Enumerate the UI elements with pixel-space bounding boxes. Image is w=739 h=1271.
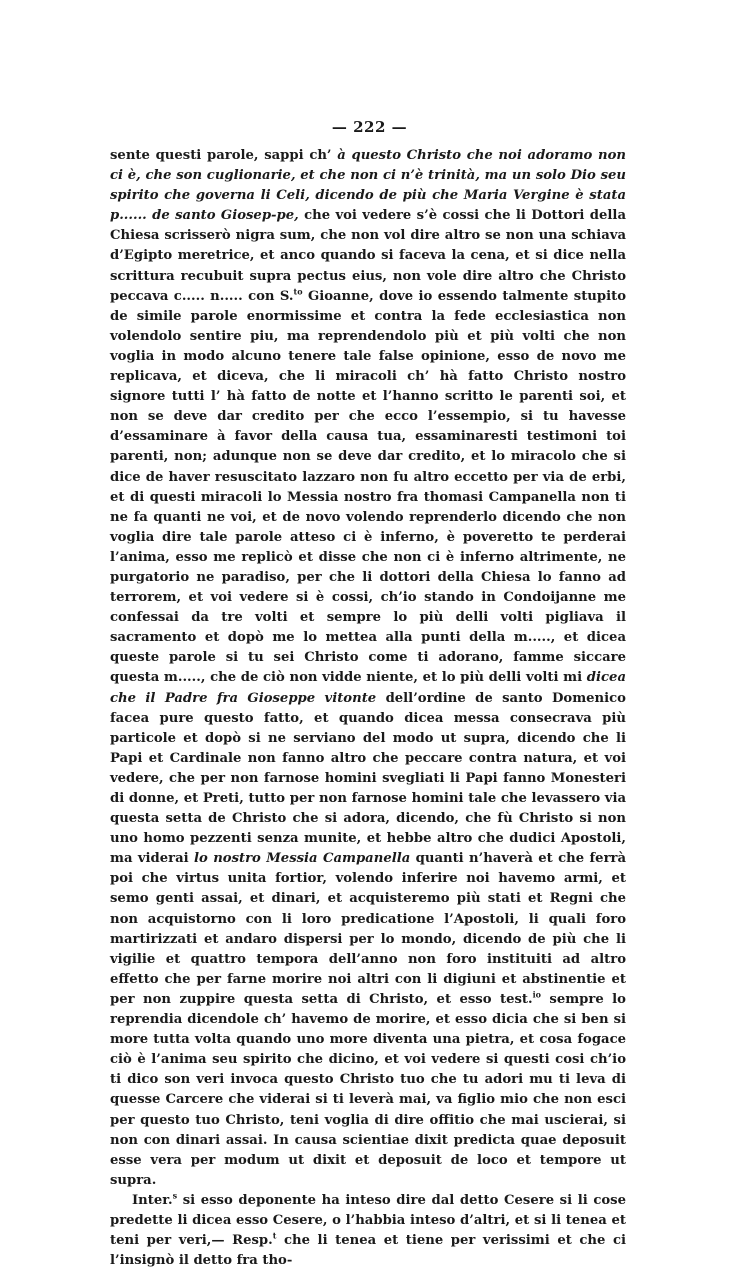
text-run: che voi vedere s’è cossi che li Dottori della Chiesa scrisserò nigra sum, che non vol dire altro se non una schiava d’Egipto meretrice, et anco quando si faceva la cena, et si dice nella scrittura recubuit supra pectus eius, non vole dire altro che Christo peccava c..... n..... con S.: [110, 208, 626, 304]
superscript-abbrev: io: [532, 989, 541, 1000]
superscript-abbrev: s: [172, 1190, 178, 1201]
text-run: quanti n’haverà et che ferrà poi che virtus unita fortior, volendo inferire noi havemo armi, et semo genti assai, et dinari, et acquisteremo più stati et Regni che non acquistorno con li loro predicatione l’Apostoli, li quali foro martirizzati et andaro dispersi per lo mondo, dicendo de più che li vigilie et quattro tempora dell’anno non foro instituiti ad altro effetto che per farne morire noi altri con li digiuni et abstinentie et per non zuppire questa setta di Christo, et esso test.: [110, 851, 627, 1007]
paragraph: [110, 1191, 626, 1271]
text-run: sempre lo reprendia dicendole ch’ havemo de morire, et esso dicia che si ben si more tutta volta quando uno more diventa una pietra, et cosa fogace ciò è l’anima seu spirito che dicino, et voi vedere si questi cosi ch’io ti dico son veri invoca questo Christo tuo che tu adori mu ti leva di quesse Carcere che viderai si ti leverà mai, va figlio mio che non esci per questo tuo Christo, teni voglia di dire offitio che mai uscierai, si non con dinari assai. In causa scientiae dixit predicta quae deposuit esse vera per modum ut dixit et deposuit de loco et tempore ut supra.: [110, 991, 626, 1188]
text-run: Gioanne, dove io essendo talmente stupito de simile parole enormissime et contra la fede ecclesiastica non volendolo sentire piu, ma reprendendolo più et più volti che non voglia in modo alcuno tenere tale false opinione, esso de novo me replicava, et diceva, che li miracoli ch’ hà fatto Christo nostro signore tutti l’ hà fatto de notte et l’hanno scritto le parenti soi, et non se deve dar credito per che ecco l’essempio, si tu havesse d’essaminare à favor della causa tua, essaminaresti testimoni toi parenti, non; adunque non se deve dar credito, et lo miracolo che si dice de haver resuscitato lazzaro non fu altro eccetto per via de erbi, et di questi miracoli lo Messia nostro fra thomasi Campanella non ti ne fa quanti ne voi, et de novo volendo reprenderlo dicendo che non voglia dire tale parole atteso ci è inferno, è poveretto te perderai l’anima, esso me replicò et disse che non ci è inferno altrimente, ne purgatorio ne paradiso, per che li dottori della Chiesa lo fanno ad terrorem, et voi vedere si è cossi, ch’io stando in Condoijanne me confessai da tre volti et sempre lo più delli volti pigliava il sacramento et dopò me lo mettea alla punti della m....., et dicea queste parole si tu sei Christo come ti adorano, famme siccare questa m....., che de ciò non vidde niente, et lo più delli volti mi: [110, 288, 626, 686]
italic-quote: dicea che il Padre fra Gioseppe vitonte: [110, 670, 626, 706]
text-run: che li tenea et tiene per verissimi et che ci l’insignò il detto fra tho-: [110, 1233, 626, 1269]
text-run: si esso deponente ha inteso dire dal detto Cesere si li cose predette li dicea esso Cesere, o l’habbia inteso d’altri, et si li tenea et teni per veri,— Resp.: [110, 1192, 626, 1249]
italic-quote: à questo Christo che noi adoramo non ci è, che son cuglionarie, et che non ci n’è trinità, ma un solo Dio seu spirito che governa li Celi, dicendo de più che Maria Vergine è stata p...... de santo Giosep-pe,: [110, 148, 626, 224]
italic-quote: lo nostro Messia Campanella: [194, 851, 411, 867]
text-run: sente questi parole, sappi ch’: [110, 148, 338, 163]
text-run: Inter.: [132, 1192, 173, 1208]
text-run: dell’ordine de santo Domenico facea pure questo fatto, et quando dicea messa consecrava più particole et dopò si ne serviano del modo ut supra, dicendo che li Papi et Cardinale non fanno altro che peccare contra natura, et voi vedere, che per non farnose homini svegliati li Papi fanno Monesteri di donne, et Preti, tutto per non farnose homini tale che levassero via questa setta de Christo che si adora, dicendo, che fù Christo si non uno homo pezzenti senza munite, et hebbe altro che dudici Apostoli, ma viderai: [110, 690, 626, 867]
page-number: — 222 —: [331, 118, 408, 136]
superscript-abbrev: to: [293, 286, 303, 297]
body-text: [110, 146, 626, 1271]
paragraph: [110, 146, 626, 1191]
superscript-abbrev: t: [272, 1230, 277, 1241]
